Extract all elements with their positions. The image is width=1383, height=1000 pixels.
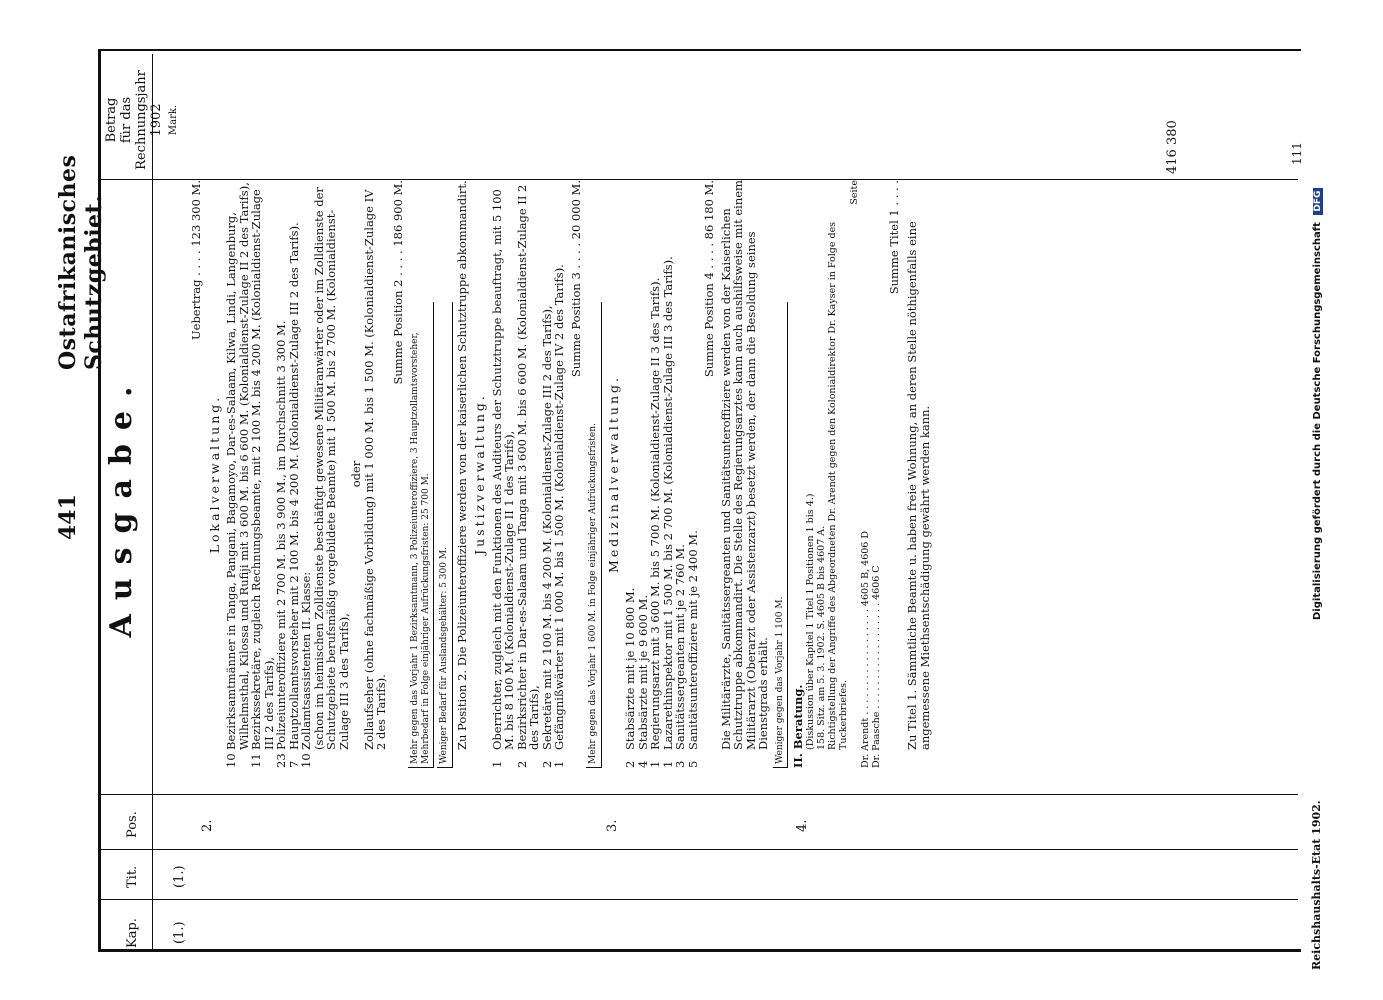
- page-number: 441: [55, 494, 81, 540]
- oder-label: oder: [349, 460, 363, 488]
- section-title-lokalverwaltung: Lokalverwaltung.: [206, 394, 222, 554]
- column-divider: [98, 794, 1298, 795]
- column-header-ausgabe: Ausgabe.: [104, 372, 139, 638]
- list-item: 5 Sanitätsunteroffiziere mit je 2 400 M.: [685, 530, 700, 768]
- position-4-list: [624, 180, 699, 768]
- zollaufseher-detail: Zollaufseher (ohne fachmäßige Vorbildung) mit 1 000 M. bis 1 500 M. (Kolonialdienst-Zulage IV 2 des Tarifs).: [361, 189, 388, 750]
- list-item: 1 Gefängnißwärter mit 1 000 M. bis 1 500 M. (Kolonialdienst-Zulage IV 2 des Tarifs).: [552, 264, 566, 768]
- list-item: 2 Bezirksrichter in Dar-es-Salaam und Tanga mit 3 600 M. bis 6 600 M. (Kolonialdienst-Zulage II 2 des Tarifs),: [514, 184, 541, 768]
- sum-position-4: Summe Position 4 . . . . 86 180 M.: [702, 180, 716, 378]
- page-title: Ostafrikanisches Schutzgebiet.: [55, 154, 107, 370]
- list-item: 23 Polizeiunteroffiziere mit 2 700 M. bis 3 900 M., im Durchschnitt 3 300 M.: [274, 320, 288, 768]
- pos-marker-2: 2.: [200, 819, 215, 832]
- list-item: 1 Regierungsarzt mit 3 600 M. bis 5 700 M. (Kolonialdienst-Zulage II 3 des Tarifs).: [648, 277, 662, 768]
- titel-1-remark: Zu Titel 1. Sämmtliche Beamte u. haben freie Wohnung, an deren Stelle nöthigenfalls eine angemessene Miethsentschädigung gewährt werden kann.: [905, 221, 932, 750]
- list-item: 2 Stabsärzte mit je 10 800 M.: [623, 587, 637, 768]
- beratung-title: II. Beratung.: [791, 684, 805, 768]
- total-amount: 416 380: [1165, 120, 1180, 174]
- betrag-line: 1902: [149, 103, 164, 137]
- tit-marker: (1.): [172, 865, 187, 888]
- main-text: [190, 180, 931, 768]
- beratung-line: 158. Sitz. am 5. 3. 1902. S. 4605 B bis 4607 A.: [815, 525, 827, 750]
- list-item: 4 Stabsärzte mit je 9 600 M.: [635, 594, 650, 768]
- beratung-ref-paasche: Dr. Paasche . . . . . . . . . . . . . . . . . . 4606 C: [870, 565, 882, 768]
- kap-marker: (1.): [172, 921, 187, 944]
- watermark-text: Digitalisierung gefördert durch die Deutsche Forschungsgemeinschaft: [1312, 222, 1323, 620]
- dfg-watermark: [1312, 188, 1323, 620]
- seite-label: Seite: [848, 180, 860, 205]
- pos-marker-3: 3.: [605, 819, 620, 832]
- position-3-list: [491, 180, 566, 768]
- beratung-ref-arendt: Dr. Arendt . . . . . . . . . . . . . . . . . . 4605 B, 4606 D: [859, 531, 871, 768]
- dfg-logo: DFG: [1313, 188, 1323, 215]
- position-2-remark: Zu Position 2. Die Polizeiunteroffiziere werden von der kaiserlichen Schutztruppe abkommandirt.: [454, 180, 469, 750]
- weniger-note-4: Weniger gegen das Vorjahr 1 100 M.: [773, 302, 789, 768]
- betrag-line: für das: [119, 96, 134, 144]
- column-header-tit: Tit.: [125, 865, 140, 888]
- column-divider: [98, 899, 1298, 900]
- betrag-line: Betrag: [104, 97, 119, 143]
- pos-marker-4: 4.: [795, 819, 810, 832]
- summe-titel-1: Summe Titel 1 . . . .: [886, 180, 901, 295]
- list-item: 2 Sekretäre mit 2 100 M. bis 4 200 M. (Kolonialdienst-Zulage III 2 des Tarifs),: [539, 305, 554, 768]
- list-item: 11 Bezirkssekretäre, zugleich Rechnungsbeamte, mit 2 100 M. bis 4 200 M. (Kolonialdienst-Zulage III 2 des Tarifs),: [249, 189, 276, 768]
- beratung-line: (Diskussion über Kapitel 1 Titel 1 Positionen 1 bis 4.): [804, 493, 816, 750]
- list-item: 1 Lazarethinspektor mit 1 500 M. bis 2 700 M. (Kolonialdienst-Zulage III 3 des Tarifs).: [660, 256, 675, 768]
- mehr-note-3: Mehr gegen das Vorjahr 1 600 M. in Folge einjähriger Aufrückungsfristen.: [586, 302, 602, 768]
- weniger-note-2: Weniger Bedarf für Auslandsgehälter: 5 300 M.: [437, 302, 453, 768]
- column-divider: [98, 849, 1298, 850]
- column-header-kap: Kap.: [125, 918, 140, 948]
- bottom-page-number: 111: [1290, 142, 1304, 165]
- beratung-line: Richtigstellung der Angriffe des Abgeordneten Dr. Arendt gegen den Kolonialdirektor Dr. Kayser in Folge des Tuckerbriefes.: [826, 221, 849, 750]
- sum-position-3: Summe Position 3 . . . . 20 000 M.: [568, 180, 583, 378]
- header-rule: [152, 54, 153, 952]
- list-item: 1 Oberrichter, zugleich mit den Funktionen des Auditeurs der Schutztruppe beauftragt, mit 5 100 M. bis 8 100 M. (Kolonialdienst-Zulage II 1 des Tarifs),: [489, 189, 516, 768]
- list-item: 3 Sanitätssergeanten mit je 2 760 M.: [673, 544, 687, 768]
- list-item: 7 Hauptzollamtsvorsteher mit 2 100 M. bis 4 200 M. (Kolonialdienst-Zulage III 2 des Tarifs).: [286, 222, 301, 768]
- list-item: 10 Bezirksamtmänner in Tanga, Pangani, Bagamoyo, Dar-es-Salaam, Kilwa, Lindi, Langenburg, Wilhelmsthal, Kilossa und Rufiji mit 3 600 M. bis 6 600 M. (Kolonialdienst-Zulage II 2 des Tarifs),: [224, 182, 251, 768]
- betrag-line: Rechnungsjahr: [134, 70, 149, 170]
- list-item: 10 Zollamtsassistenten II. Klasse:: [299, 571, 313, 768]
- mark-label: Mark.: [168, 104, 179, 136]
- uebertrag: Uebertrag . . . . 123 300 M.: [189, 180, 203, 341]
- zollamt-detail: (schon im heimischen Zolldienste beschäftigt gewesene Militäranwärter oder im Zolldienste der Schutzgebiete berufsmäßig vorgebildete Beamte) mit 1 500 M. bis 2 700 M. (Kolonialdienst-Zulage III 3 des Tarifs),: [311, 187, 351, 750]
- column-header-pos: Pos.: [125, 811, 140, 838]
- column-header-betrag: [104, 60, 181, 180]
- sum-position-2: Summe Position 2 . . . . 186 900 M.: [390, 180, 405, 385]
- section-title-medizinalverwaltung: Medizinalverwaltung.: [605, 375, 621, 573]
- position-2-list: [225, 180, 388, 768]
- mehr-note-2: Mehr gegen das Vorjahr 1 Bezirksamtmann, 3 Polizeiunteroffiziere, 3 Hauptzollamtsvorsteher, Mehrbedarf in Folge einjähriger Aufrückungsfristen: 25 700 M.: [408, 302, 434, 768]
- footer-label: Reichshaushalts-Etat 1902.: [1310, 800, 1323, 970]
- section-title-justizverwaltung: Justizverwaltung.: [472, 393, 487, 555]
- position-4-remark: Die Militärärzte, Sanitätssergeanten und Sanitätsunteroffiziere werden von der Kaiserlichen Schutztruppe abkommandirt. Die Stelle des Regierungsarztes kann auch aushilfsweise mit einem Militärarzt (Oberarzt oder Assistenzarzt) besetzt werden, der dann die Besoldung seines Dienstgrads erhält.: [718, 180, 770, 750]
